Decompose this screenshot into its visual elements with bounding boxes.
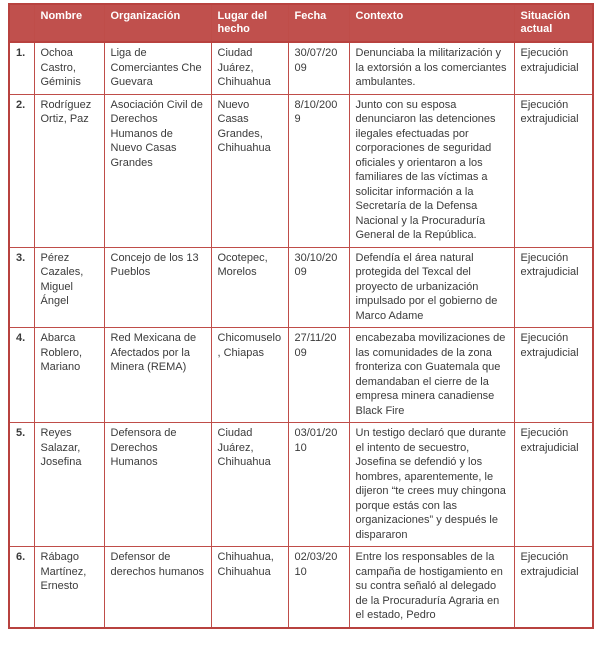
cell-fecha: 27/11/2009 [288, 328, 349, 423]
cell-lugar: Nuevo Casas Grandes, Chihuahua [211, 94, 288, 247]
cell-organizacion: Asociación Civil de Derechos Humanos de Nuevo Casas Grandes [104, 94, 211, 247]
cell-row-number: 4. [9, 328, 34, 423]
cell-row-number: 3. [9, 247, 34, 328]
cell-organizacion: Liga de Comerciantes Che Guevara [104, 42, 211, 94]
cell-fecha: 30/10/2009 [288, 247, 349, 328]
column-header-index [9, 4, 34, 42]
cell-situacion: Ejecución extrajudicial [514, 423, 593, 547]
cell-nombre: Rábago Martínez, Ernesto [34, 547, 104, 628]
cell-nombre: Rodríguez Ortiz, Paz [34, 94, 104, 247]
table-row [9, 94, 593, 247]
column-header-contexto: Contexto [349, 4, 514, 42]
cell-lugar: Chihuahua, Chihuahua [211, 547, 288, 628]
cell-situacion: Ejecución extrajudicial [514, 328, 593, 423]
cell-lugar: Ciudad Juárez, Chihuahua [211, 42, 288, 94]
cell-lugar: Chicomuselo , Chiapas [211, 328, 288, 423]
column-header-organizacion: Organización [104, 4, 211, 42]
cell-row-number: 6. [9, 547, 34, 628]
cell-fecha: 03/01/2010 [288, 423, 349, 547]
column-header-situacion: Situación actual [514, 4, 593, 42]
cell-contexto: Junto con su esposa denunciaron las detenciones ilegales efectuadas por corporaciones de seguridad oficiales y orientaron a los familiares de las víctimas a solicitar información a la Secretaría de la Defensa Nacional y la Procuraduría General de la República. [349, 94, 514, 247]
column-header-fecha: Fecha [288, 4, 349, 42]
cell-organizacion: Red Mexicana de Afectados por la Minera (REMA) [104, 328, 211, 423]
cell-lugar: Ocotepec, Morelos [211, 247, 288, 328]
table-row [9, 547, 593, 628]
cell-situacion: Ejecución extrajudicial [514, 94, 593, 247]
cell-situacion: Ejecución extrajudicial [514, 42, 593, 94]
table-row [9, 42, 593, 94]
table-row [9, 247, 593, 328]
column-header-nombre: Nombre [34, 4, 104, 42]
table-header-row [9, 4, 593, 42]
cell-contexto: Denunciaba la militarización y la extorsión a los comerciantes ambulantes. [349, 42, 514, 94]
cell-contexto: Un testigo declaró que durante el intento de secuestro, Josefina se defendió y los hombres, aparentemente, le dijeron “te crees muy chingona porque estás con las organizaciones” y después le dispararon [349, 423, 514, 547]
table-row [9, 423, 593, 547]
cell-situacion: Ejecución extrajudicial [514, 247, 593, 328]
column-header-lugar: Lugar del hecho [211, 4, 288, 42]
cell-row-number: 5. [9, 423, 34, 547]
cell-row-number: 2. [9, 94, 34, 247]
cell-row-number: 1. [9, 42, 34, 94]
cell-nombre: Ochoa Castro, Géminis [34, 42, 104, 94]
cell-organizacion: Defensor de derechos humanos [104, 547, 211, 628]
cell-nombre: Abarca Roblero, Mariano [34, 328, 104, 423]
cell-lugar: Ciudad Juárez, Chihuahua [211, 423, 288, 547]
cell-organizacion: Defensora de Derechos Humanos [104, 423, 211, 547]
table-row [9, 328, 593, 423]
cell-fecha: 8/10/2009 [288, 94, 349, 247]
cell-organizacion: Concejo de los 13 Pueblos [104, 247, 211, 328]
cell-fecha: 02/03/2010 [288, 547, 349, 628]
cell-fecha: 30/07/2009 [288, 42, 349, 94]
cell-situacion: Ejecución extrajudicial [514, 547, 593, 628]
cell-nombre: Reyes Salazar, Josefina [34, 423, 104, 547]
cell-contexto: Entre los responsables de la campaña de hostigamiento en su contra señaló al delegado de la Procuraduría Agraria en el estado, Pedro [349, 547, 514, 628]
cell-contexto: encabezaba movilizaciones de las comunidades de la zona fronteriza con Guatemala que demandaban el cierre de la empresa minera canadiense Black Fire [349, 328, 514, 423]
cell-nombre: Pérez Cazales, Miguel Ángel [34, 247, 104, 328]
cell-contexto: Defendía el área natural protegida del Texcal del proyecto de urbanización impulsado por el gobierno de Marco Adame [349, 247, 514, 328]
victims-table [8, 3, 594, 629]
